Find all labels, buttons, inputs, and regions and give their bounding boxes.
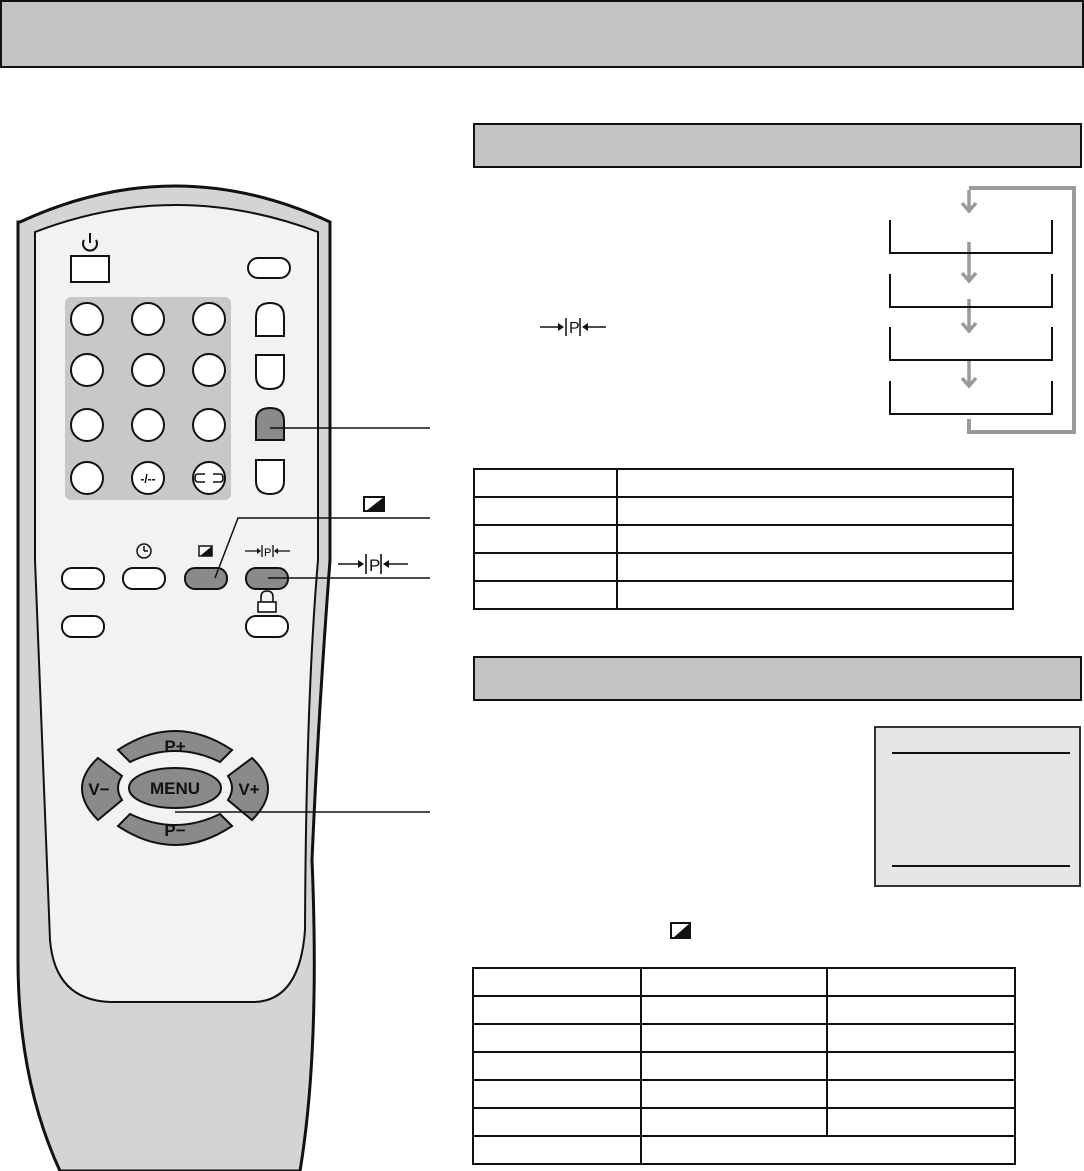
mode-box-1 bbox=[889, 220, 1053, 254]
table-cell bbox=[474, 469, 617, 497]
lock-button[interactable] bbox=[246, 616, 288, 637]
table-row bbox=[473, 1136, 1015, 1164]
svg-text:P: P bbox=[569, 320, 580, 337]
keypad-button[interactable] bbox=[71, 409, 103, 441]
table-cell bbox=[827, 968, 1015, 996]
table-cell bbox=[473, 1024, 641, 1052]
table-cell bbox=[827, 1080, 1015, 1108]
menu-button-label: MENU bbox=[149, 779, 201, 798]
table-cell bbox=[827, 1024, 1015, 1052]
settings-table-2 bbox=[472, 967, 1016, 1165]
picture-mode-icon bbox=[360, 494, 390, 514]
menu-divider-bottom bbox=[892, 865, 1070, 867]
table-cell bbox=[474, 525, 617, 553]
picture-mode-button[interactable] bbox=[185, 568, 227, 589]
table-cell bbox=[827, 1108, 1015, 1136]
keypad-button[interactable] bbox=[193, 303, 225, 335]
function-button-1[interactable] bbox=[62, 568, 104, 589]
table-cell bbox=[473, 968, 641, 996]
picture-mode-icon bbox=[199, 546, 212, 556]
function-button-2[interactable] bbox=[62, 616, 104, 637]
p-plus-label: P+ bbox=[164, 737, 186, 756]
keypad-button[interactable] bbox=[71, 354, 103, 386]
table-row bbox=[474, 553, 1013, 581]
table-cell bbox=[641, 1136, 1015, 1164]
table-cell bbox=[641, 996, 827, 1024]
side-key-1[interactable] bbox=[256, 303, 284, 336]
table-row bbox=[473, 1080, 1015, 1108]
v-plus-label: V+ bbox=[238, 780, 260, 799]
dash-button-label: -/-- bbox=[140, 472, 156, 486]
table-cell bbox=[473, 996, 641, 1024]
side-key-2[interactable] bbox=[256, 355, 284, 389]
table-row bbox=[473, 1108, 1015, 1136]
table-cell bbox=[617, 525, 1013, 553]
table-cell bbox=[473, 1136, 641, 1164]
keypad-button[interactable] bbox=[71, 303, 103, 335]
table-cell bbox=[641, 968, 827, 996]
timer-button[interactable] bbox=[123, 568, 165, 589]
keypad-button[interactable] bbox=[193, 462, 225, 494]
table-cell bbox=[827, 1052, 1015, 1080]
table-row bbox=[473, 1024, 1015, 1052]
table-cell bbox=[641, 1108, 827, 1136]
picture-mode-icon bbox=[668, 920, 694, 942]
table-cell bbox=[474, 553, 617, 581]
keypad-button[interactable] bbox=[193, 354, 225, 386]
menu-divider-top bbox=[892, 752, 1070, 754]
section-header-1 bbox=[473, 123, 1082, 168]
mode-box-2 bbox=[889, 274, 1053, 308]
p-minus-label: P− bbox=[164, 821, 186, 840]
table-row bbox=[473, 968, 1015, 996]
settings-table-1 bbox=[473, 468, 1014, 610]
freeze-frame-icon bbox=[538, 315, 610, 339]
svg-text:P: P bbox=[369, 556, 381, 575]
table-cell bbox=[617, 553, 1013, 581]
v-minus-label: V− bbox=[88, 780, 110, 799]
side-key-3-highlighted[interactable] bbox=[256, 408, 284, 440]
table-cell bbox=[473, 1052, 641, 1080]
keypad-button[interactable] bbox=[132, 409, 164, 441]
freeze-frame-icon bbox=[336, 552, 410, 576]
keypad-button[interactable] bbox=[71, 462, 103, 494]
svg-text:P: P bbox=[264, 547, 272, 559]
keypad-button[interactable] bbox=[193, 409, 225, 441]
table-cell bbox=[474, 581, 617, 609]
section-header-2 bbox=[473, 656, 1082, 701]
table-cell bbox=[617, 581, 1013, 609]
table-cell bbox=[617, 497, 1013, 525]
mode-box-4 bbox=[889, 381, 1053, 415]
table-row bbox=[474, 497, 1013, 525]
top-right-button[interactable] bbox=[248, 258, 290, 278]
table-cell bbox=[641, 1024, 827, 1052]
menu-screen-preview bbox=[874, 726, 1081, 887]
table-cell bbox=[473, 1108, 641, 1136]
table-row bbox=[474, 581, 1013, 609]
table-cell bbox=[641, 1052, 827, 1080]
table-row bbox=[474, 525, 1013, 553]
keypad-button[interactable] bbox=[132, 354, 164, 386]
keypad-button[interactable] bbox=[132, 303, 164, 335]
table-cell bbox=[641, 1080, 827, 1108]
table-cell bbox=[827, 996, 1015, 1024]
side-key-4[interactable] bbox=[256, 460, 284, 494]
mode-box-3 bbox=[889, 327, 1053, 361]
remote-control-illustration bbox=[0, 0, 440, 1171]
table-cell bbox=[473, 1080, 641, 1108]
table-cell bbox=[617, 469, 1013, 497]
table-row bbox=[473, 996, 1015, 1024]
power-button[interactable] bbox=[71, 256, 109, 282]
table-row bbox=[474, 469, 1013, 497]
table-row bbox=[473, 1052, 1015, 1080]
table-cell bbox=[474, 497, 617, 525]
